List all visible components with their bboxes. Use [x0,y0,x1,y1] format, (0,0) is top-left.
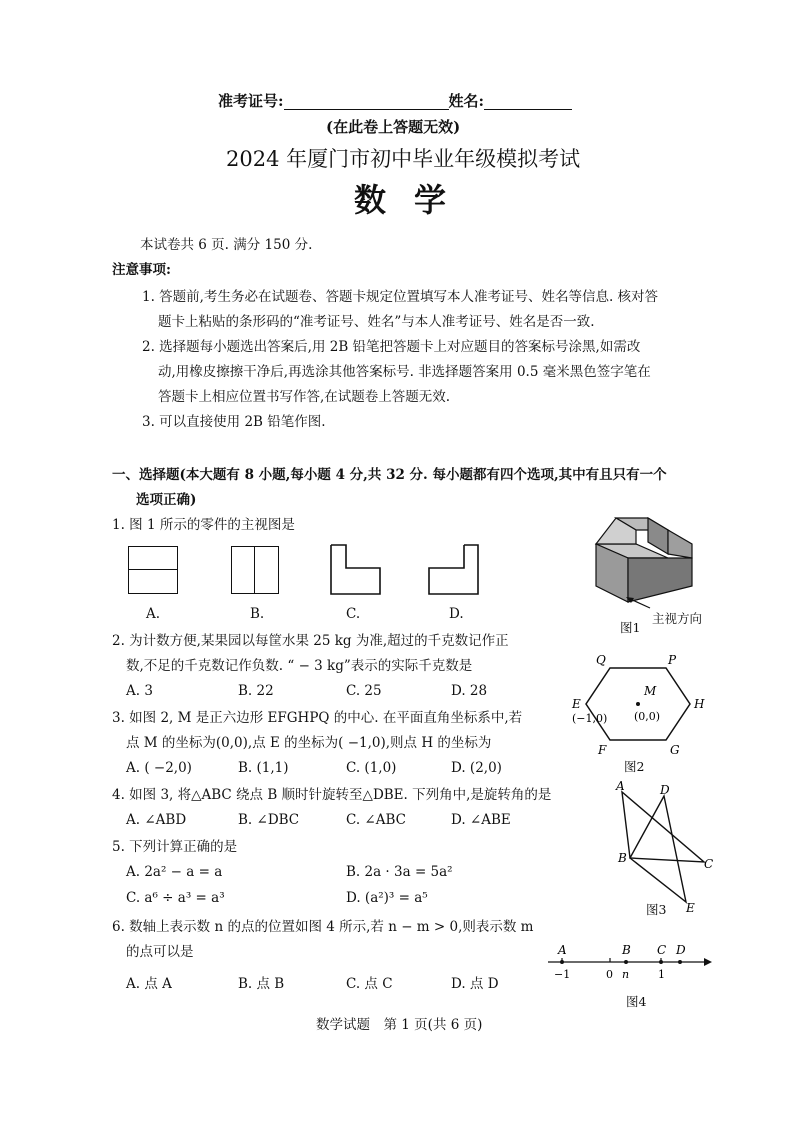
exam-id-row [218,92,572,110]
figure3-caption: 图3 [646,902,667,917]
q2-option-c[interactable]: C. 25 [346,683,382,699]
q5-option-c[interactable]: C. a⁶ ÷ a³ = a³ [126,890,225,906]
pages-info: 本试卷共 6 页. 满分 150 分. [140,237,313,253]
label-point-b: B [622,943,631,957]
q4-option-c[interactable]: C. ∠ABC [346,812,406,828]
e-coordinate: (−1,0) [572,712,608,725]
label-a: A [616,780,625,793]
q1-option-b[interactable]: B. [250,606,265,622]
figure1-step-block [588,514,698,610]
label-point-d: D [676,943,686,957]
exam-title: 2024 年厦门市初中毕业年级模拟考试 [226,147,581,171]
q6-option-d[interactable]: D. 点 D [451,976,499,992]
tick-label-one: 1 [658,968,665,981]
figure2-caption: 图2 [624,759,645,774]
note2-line1: 2. 选择题每小题选出答案后,用 2B 铅笔把答题卡上对应题目的答案标号涂黑,如需改 [142,339,641,355]
subject-title: 数学 [354,181,475,219]
q2-option-d[interactable]: D. 28 [451,683,488,699]
section1-heading-line1: 一、选择题(本大题有 8 小题,每小题 4 分,共 32 分. 每小题都有四个选项,其中有且只有一个 [112,467,667,483]
m-coordinate: (0,0) [634,710,661,723]
tick-label-neg-one: −1 [554,968,571,981]
q3-option-c[interactable]: C. (1,0) [346,760,397,776]
q6-option-c[interactable]: C. 点 C [346,976,393,992]
figure1-view-label: 主视方向 [652,611,703,626]
view-c-outline [331,545,380,594]
q1-option-d-view [428,544,480,596]
section1-heading-line2: 选项正确) [136,492,197,508]
q3-stem-line1: 3. 如图 2, M 是正六边形 EFGHPQ 的中心. 在平面直角坐标系中,若 [112,710,523,726]
label-q: Q [596,653,606,667]
view-d-outline [429,545,478,594]
label-c: C [704,857,714,871]
page-footer: 数学试题 第 1 页(共 6 页) [316,1017,483,1033]
label-point-a: A [558,943,567,957]
q2-option-b[interactable]: B. 22 [238,683,274,699]
q5-stem: 5. 下列计算正确的是 [112,839,238,855]
exam-id-field[interactable] [284,93,449,110]
q3-option-b[interactable]: B. (1,1) [238,760,289,776]
q3-option-a[interactable]: A. ( −2,0) [126,760,192,776]
invalid-note: (在此卷上答题无效) [326,118,461,136]
point-b [624,960,628,964]
label-h: H [694,697,705,711]
point-d [678,960,682,964]
q5-option-d[interactable]: D. (a²)³ = a⁵ [346,890,428,906]
note3: 3. 可以直接使用 2B 铅笔作图. [142,414,326,430]
name-field[interactable] [484,93,572,110]
q2-option-a[interactable]: A. 3 [126,683,153,699]
point-c [659,960,663,964]
label-g: G [670,743,680,757]
q6-option-a[interactable]: A. 点 A [126,976,172,992]
block-right-top [668,530,692,558]
q5-option-b[interactable]: B. 2a · 3a = 5a² [346,864,453,880]
tick-label-n: n [622,968,630,981]
view-a-horizontal-line [129,569,177,570]
note1-line1: 1. 答题前,考生务必在试题卷、答题卡规定位置填写本人准考证号、姓名等信息. 核对答 [142,289,659,305]
q2-stem-line1: 2. 为计数方便,某果园以每筐水果 25 kg 为准,超过的千克数记作正 [112,633,509,649]
label-m: M [644,684,657,698]
notes-title: 注意事项: [112,262,171,278]
q6-option-b[interactable]: B. 点 B [238,976,285,992]
q3-stem-line2: 点 M 的坐标为(0,0),点 E 的坐标为( −1,0),则点 H 的坐标为 [126,735,492,751]
triangle-dbe [630,796,686,902]
axis-arrowhead [704,958,712,966]
label-b: B [618,851,627,865]
q4-option-a[interactable]: A. ∠ABD [126,812,187,828]
point-a [560,960,564,964]
q4-option-b[interactable]: B. ∠DBC [238,812,300,828]
q4-stem: 4. 如图 3, 将△ABC 绕点 B 顺时针旋转至△DBE. 下列角中,是旋转角的是 [112,787,552,803]
exam-id-label: 准考证号: [218,92,284,110]
label-e: E [686,901,695,915]
figure2-hexagon [570,648,710,760]
label-point-c: C [657,943,667,957]
name-label: 姓名: [448,92,485,110]
note1-line2: 题卡上粘贴的条形码的“准考证号、姓名”与本人准考证号、姓名是否一致. [158,314,595,330]
q3-option-d[interactable]: D. (2,0) [451,760,502,776]
tick-label-zero: 0 [606,968,613,981]
q2-stem-line2: 数,不足的千克数记作负数. “ − 3 kg”表示的实际千克数是 [126,658,473,674]
note2-line3: 答题卡上相应位置书写作答,在试题卷上答题无效. [158,389,451,405]
note2-line2: 动,用橡皮擦擦干净后,再选涂其他答案标号. 非选择题答案用 0.5 毫米黑色签字笔在 [158,364,651,380]
label-d: D [660,783,670,797]
center-m-dot [636,702,640,706]
q5-option-a[interactable]: A. 2a² − a = a [126,864,223,880]
label-e: E [572,697,581,711]
q1-option-d[interactable]: D. [449,606,464,622]
q1-stem: 1. 图 1 所示的零件的主视图是 [112,517,295,533]
view-b-vertical-line [254,547,255,593]
q1-option-c[interactable]: C. [346,606,361,622]
label-f: F [598,743,607,757]
q1-option-c-view [330,544,382,596]
block-right-lower [628,558,692,602]
figure3-triangles [606,780,726,916]
q1-option-a[interactable]: A. [146,606,161,622]
q6-stem-line2: 的点可以是 [126,944,194,960]
figure4-caption: 图4 [626,994,647,1009]
block-right-upper [648,518,668,554]
label-p: P [668,653,677,667]
q1-option-b-view [231,546,279,594]
q1-option-a-view [128,546,178,594]
q6-stem-line1: 6. 数轴上表示数 n 的点的位置如图 4 所示,若 n − m > 0,则表示数 m [112,919,534,935]
figure4-number-line [544,940,714,984]
q4-option-d[interactable]: D. ∠ABE [451,812,511,828]
figure1-caption: 图1 [620,620,641,635]
